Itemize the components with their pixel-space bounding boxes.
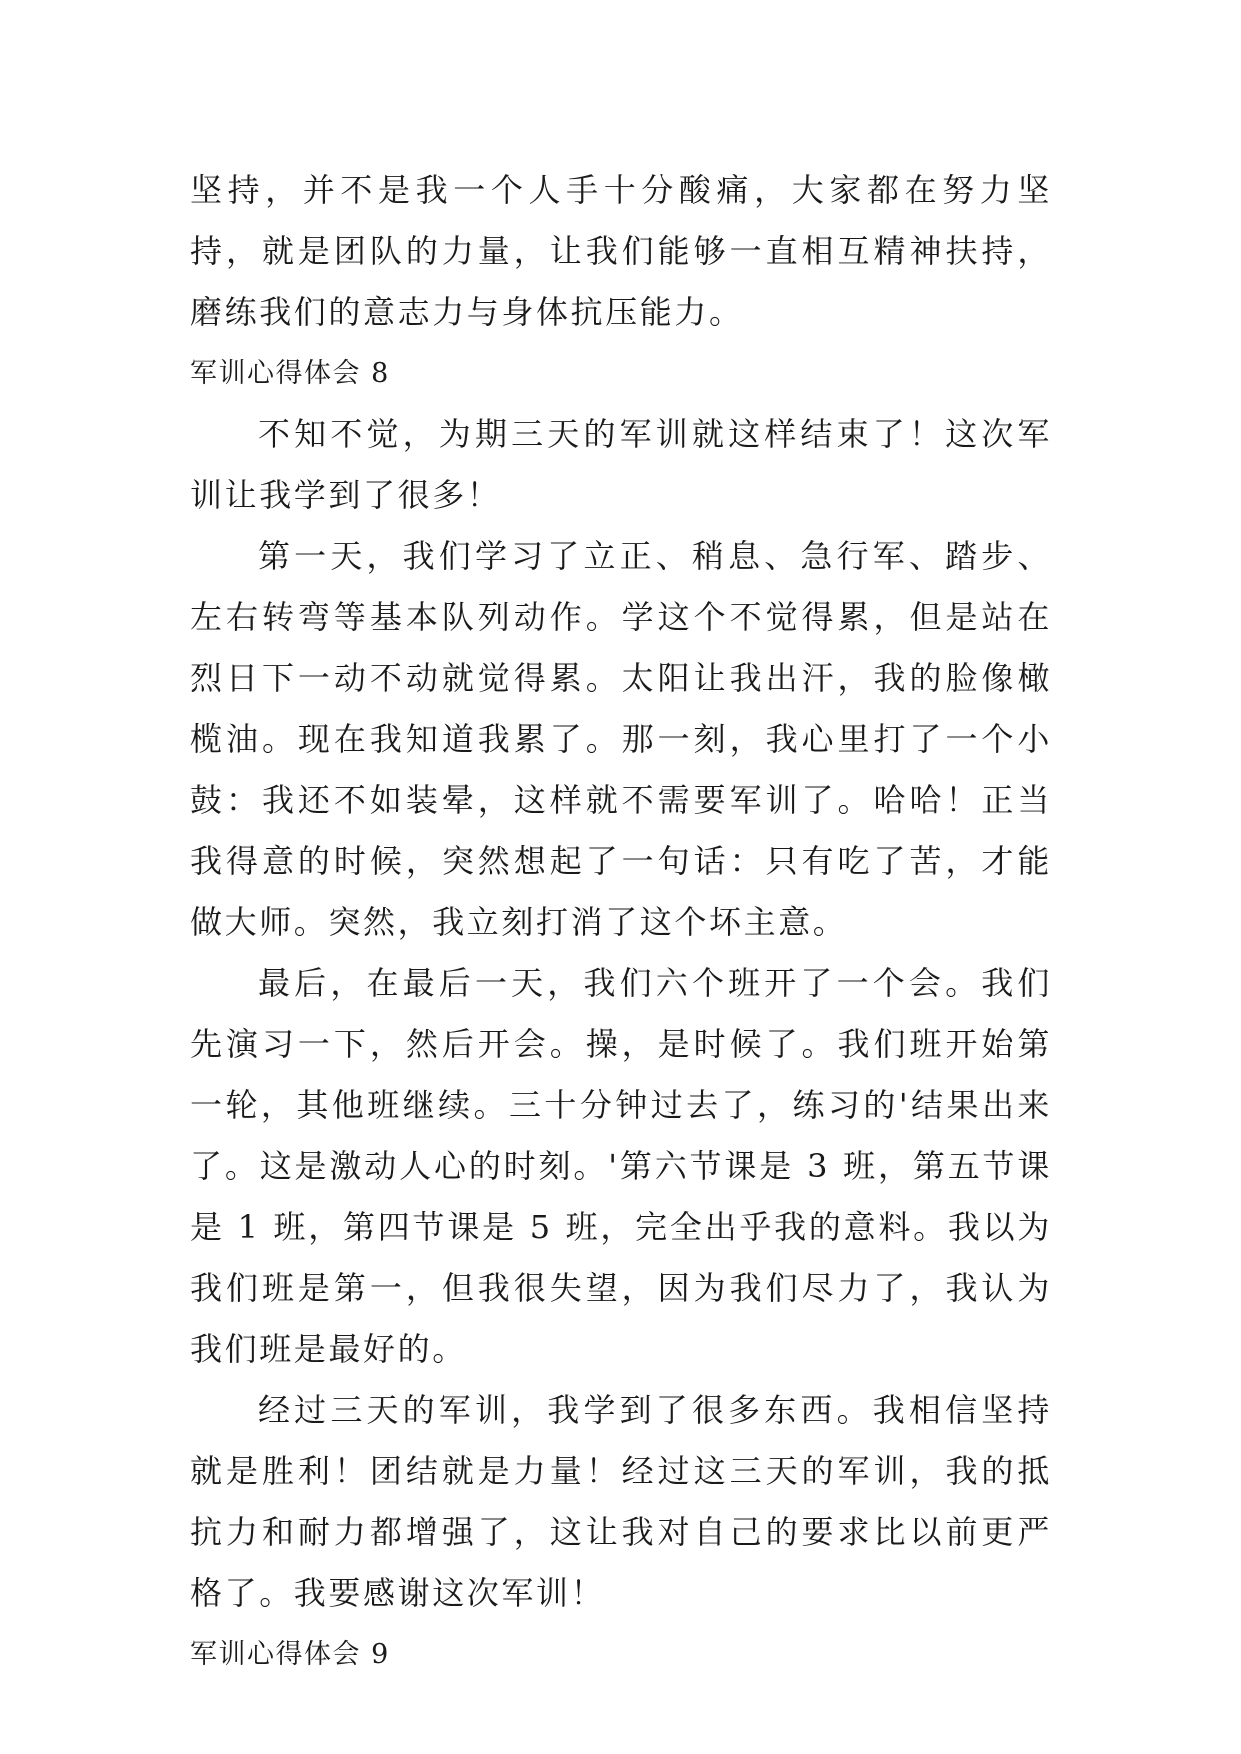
paragraph-last-day: 最后，在最后一天，我们六个班开了一个会。我们先演习一下，然后开会。操，是时候了。我们班开始第一轮，其他班继续。三十分钟过去了，练习的'结果出来了。这是激动人心的时刻。'第六节课是 3 班，第五节课是 1 班，第四节课是 5 班，完全出乎我的意料。我以为我们班是第一，但我很失望，因为我们尽力了，我认为我们班是最好的。 xyxy=(190,964,1052,1368)
document-body xyxy=(190,160,1052,1685)
section-heading-9: 军训心得体会 9 xyxy=(190,1639,390,1670)
paragraph-conclusion: 经过三天的军训，我学到了很多东西。我相信坚持就是胜利！团结就是力量！经过这三天的军训，我的抵抗力和耐力都增强了，这让我对自己的要求比以前更严格了。我要感谢这次军训！ xyxy=(190,1391,1052,1612)
paragraph-first-day: 第一天，我们学习了立正、稍息、急行军、踏步、左右转弯等基本队列动作。学这个不觉得累，但是站在烈日下一动不动就觉得累。太阳让我出汗，我的脸像橄榄油。现在我知道我累了。那一刻，我心里打了一个小鼓：我还不如装晕，这样就不需要军训了。哈哈！正当我得意的时候，突然想起了一句话：只有吃了苦，才能做大师。突然，我立刻打消了这个坏主意。 xyxy=(190,537,1052,941)
section-heading-8: 军训心得体会 8 xyxy=(190,358,390,389)
paragraph-intro: 不知不觉，为期三天的军训就这样结束了！这次军训让我学到了很多！ xyxy=(190,415,1052,514)
paragraph-continued: 坚持，并不是我一个人手十分酸痛，大家都在努力坚持，就是团队的力量，让我们能够一直相互精神扶持，磨练我们的意志力与身体抗压能力。 xyxy=(190,171,1052,331)
